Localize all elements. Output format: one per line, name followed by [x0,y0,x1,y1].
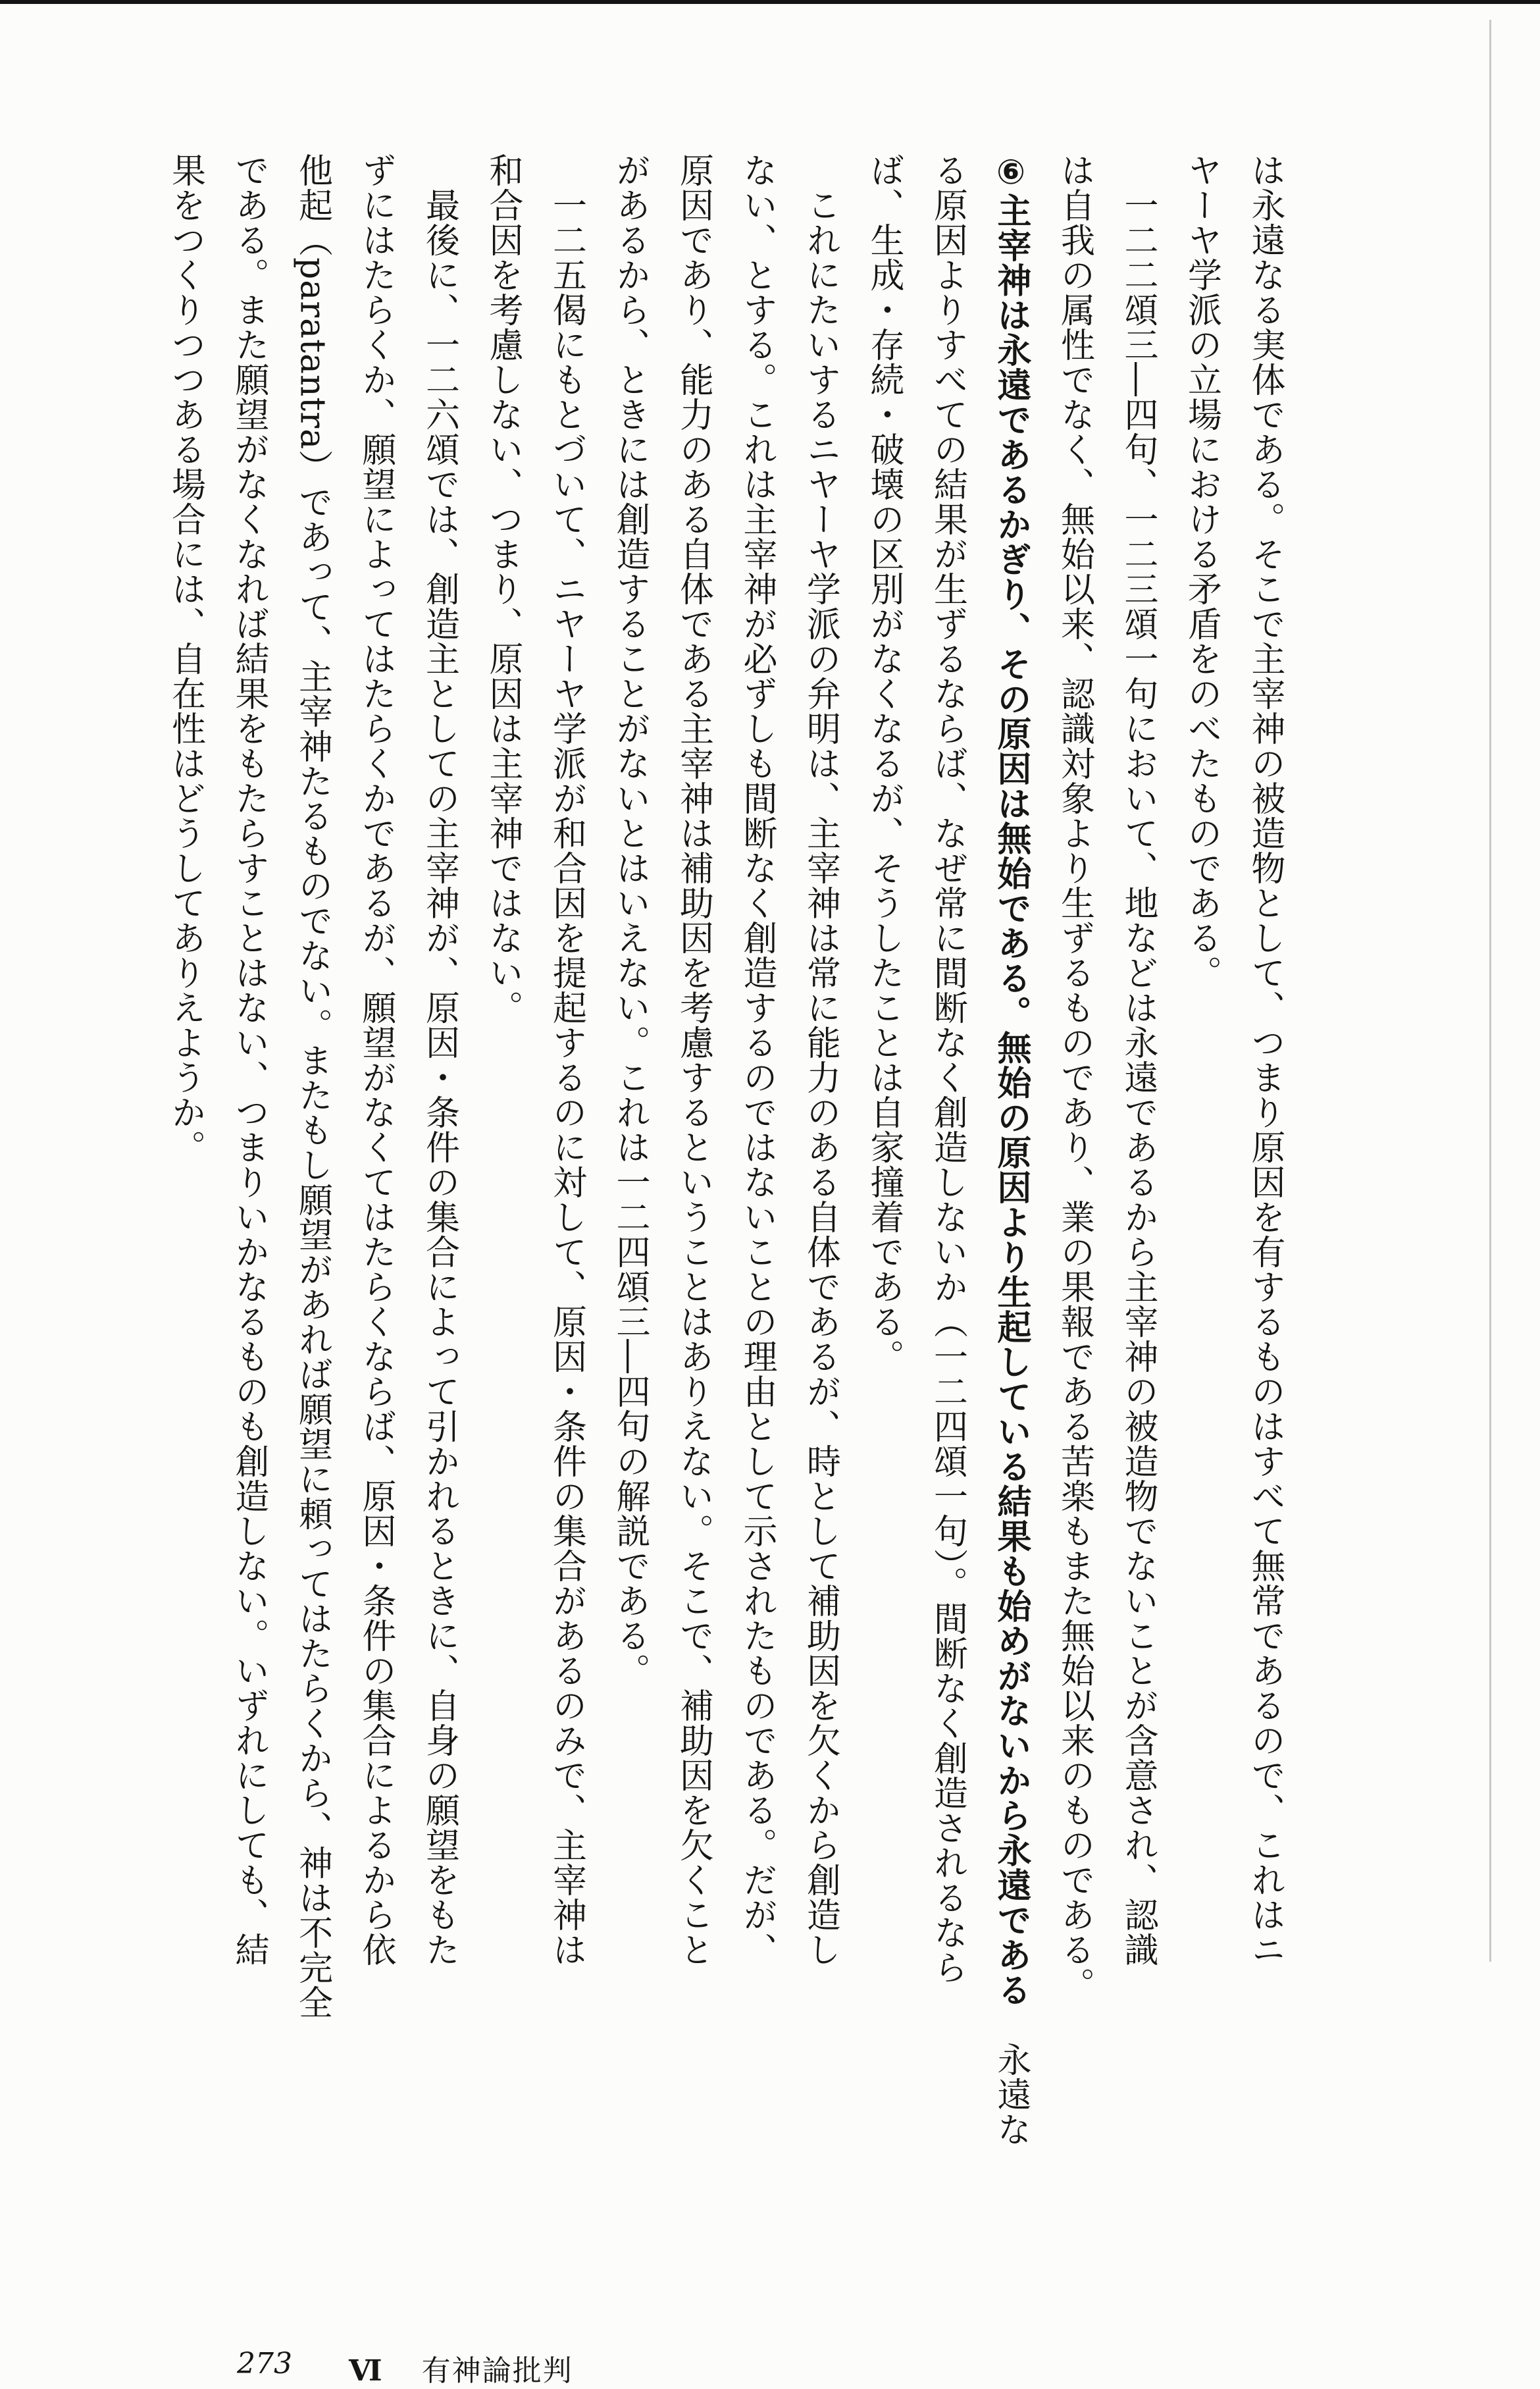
text-line: 原因であり、能力のある自体である主宰神は補助因を考慮するということはありえない。そこで、補助因を欠くこと [673,153,713,1967]
bold-thesis: ⑥主宰神は永遠であるかぎり、その原因は無始である。無始の原因より生起している結果も始めがないから永遠である [991,153,1031,2007]
text-line: ヤーヤ学派の立場における矛盾をのべたものである。 [1181,153,1221,990]
page-number: 273 [237,2347,292,2380]
text-line: があるから、ときには創造することがないとはいえない。これは一二四頌三―四句の解説である。 [610,153,650,1688]
line-tail: 永遠な [991,2007,1031,2147]
text-line: ない、とする。これは主宰神が必ずしも間断なく創造するのではないことの理由として示されたものである。だが、 [737,153,777,1967]
text-line: ずにはたらくか、願望によってはたらくかであるが、願望がなくてはたらくならば、原因・条件の集合によるから依 [356,153,396,1967]
running-head [349,2347,573,2389]
chapter-numeral: Ⅵ [349,2354,384,2388]
text-line: 一二二頌三―四句、一二三頌一句において、地などは永遠であるから主宰神の被造物でないことが含意され、認識 [1118,153,1158,1967]
page-edge-line [1489,20,1491,1962]
text-line: 果をつくりつつある場合には、自在性はどうしてありえようか。 [165,153,205,1165]
body-text [165,153,1296,2147]
top-rule [0,0,1540,4]
chapter-title: 有神論批判 [421,2354,573,2388]
text-line: 和合因を考慮しない、つまり、原因は主宰神ではない。 [483,153,523,1025]
text-line: る原因よりすべての結果が生ずるならば、なぜ常に間断なく創造しないか（一二四頌一句）。間断なく創造されるなら [927,153,967,1985]
text-line: は自我の属性でなく、無始以来、認識対象より生ずるものであり、業の果報である苦楽もまた無始以来のものである。 [1054,153,1094,2002]
text-line: は永遠なる実体である。そこで主宰神の被造物として、つまり原因を有するものはすべて無常であるので、これはニ [1245,153,1285,1967]
text-line: である。また願望がなくなれば結果をもたらすことはない、つまりいかなるものも創造しない。いずれにしても、結 [229,153,269,1967]
text-line: これにたいするニヤーヤ学派の弁明は、主宰神は常に能力のある自体であるが、時として補助因を欠くから創造し [800,153,840,1967]
text-line: 一二五偈にもとづいて、ニヤーヤ学派が和合因を提起するのに対して、原因・条件の集合があるのみで、主宰神は [546,153,586,1967]
text-line: 他起（paratantra）であって、主宰神たるものでない。またもし願望があれば願望に頼ってはたらくから、神は不完全 [292,153,332,2020]
text-line: ば、生成・存続・破壊の区別がなくなるが、そうしたことは自家撞着である。 [864,153,904,1374]
emphasis-line [979,153,1043,2147]
text-line: 最後に、一二六頌では、創造主としての主宰神が、原因・条件の集合によって引かれるときに、自身の願望をもた [419,153,459,1967]
